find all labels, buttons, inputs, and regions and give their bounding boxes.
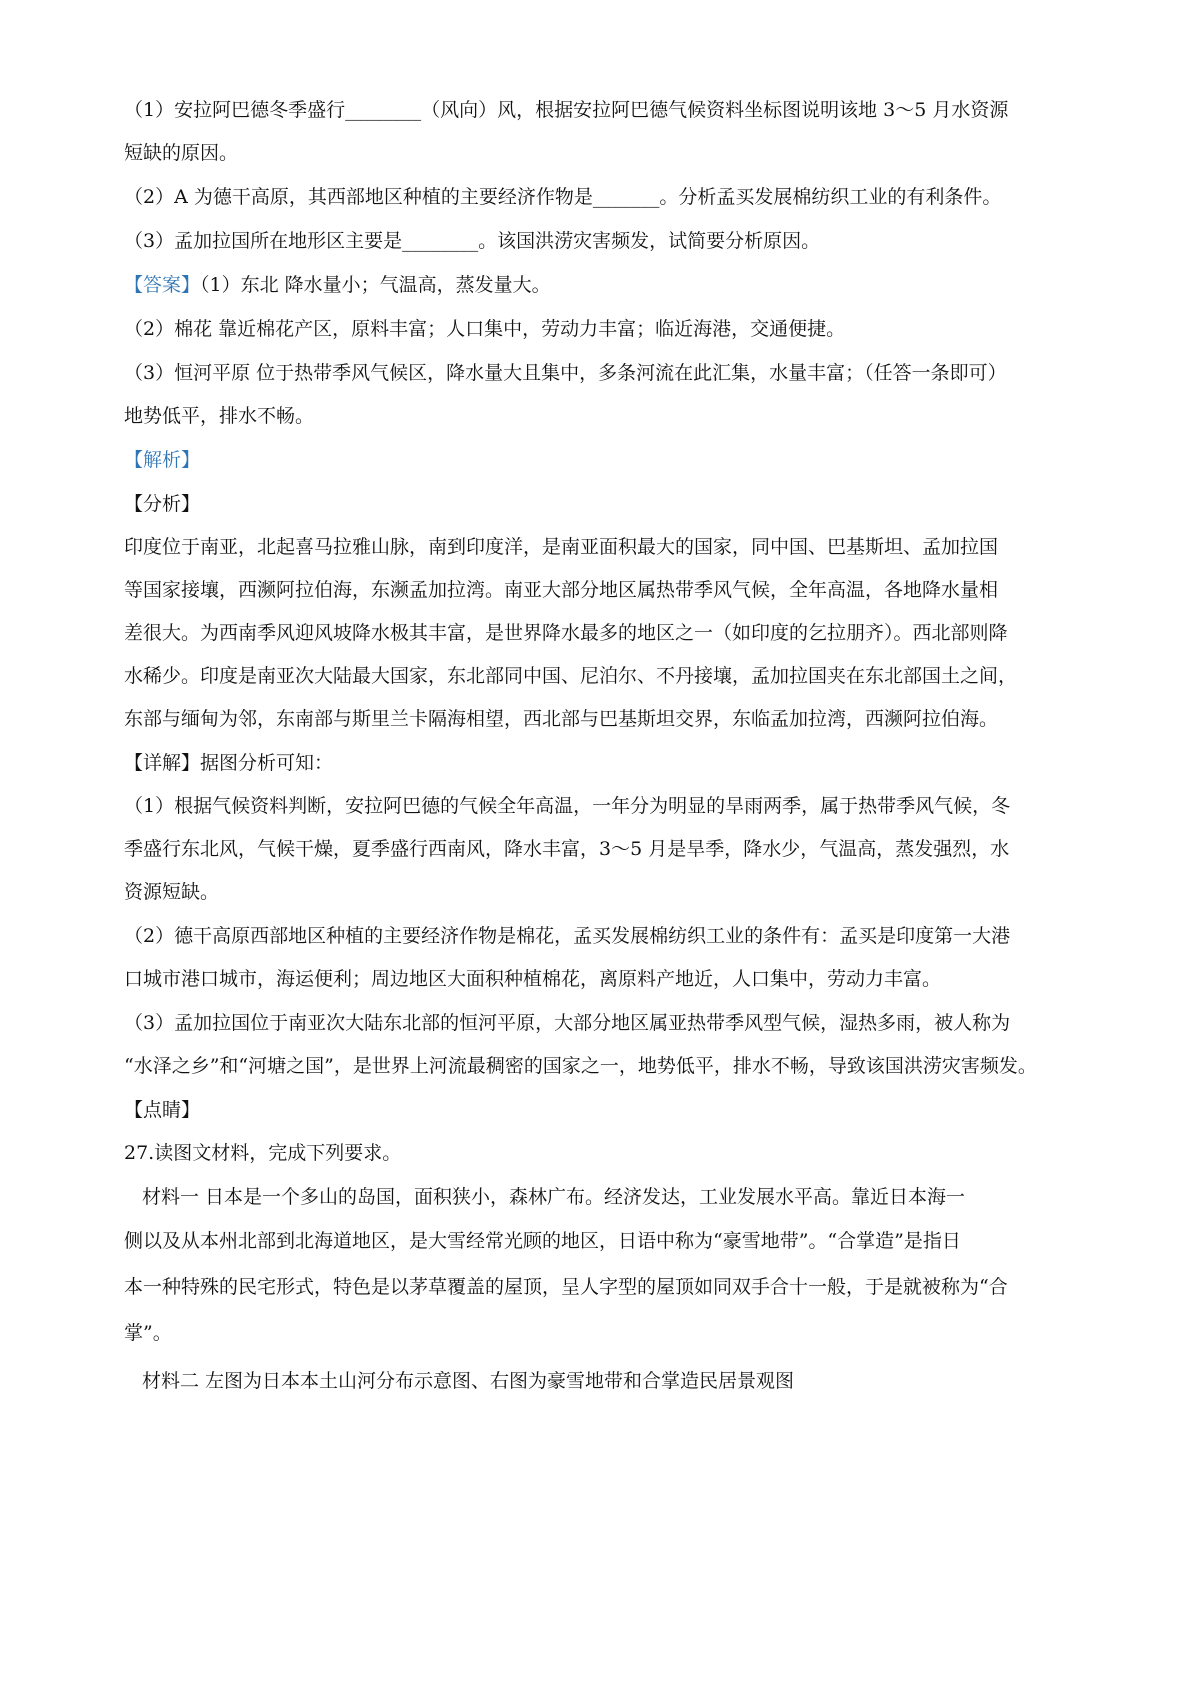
answer-tag: 【答案】 <box>124 274 201 296</box>
detail-3-line: “水泽之乡”和“河塘之国”，是世界上河流最稠密的国家之一，地势低平，排水不畅，导致该国洪涝灾害频发。 <box>124 1055 1037 1077</box>
material-2-line: 材料二 左图为日本本土山河分布示意图、右图为豪雪地带和合掌造民居景观图 <box>142 1370 795 1392</box>
xiangjie-intro: 据图分析可知： <box>200 752 334 774</box>
analysis-tag: 【解析】 <box>124 449 201 471</box>
material-1-line: 掌”。 <box>124 1322 172 1344</box>
detail-1-line: 季盛行东北风，气候干燥，夏季盛行西南风，降水丰富，3～5 月是旱季，降水少，气温高，蒸发强烈，水 <box>124 838 1010 860</box>
question-1 <box>124 94 1104 169</box>
answer-1: （1）东北 降水量小；气温高，蒸发量大。 <box>200 274 551 296</box>
dianjing-tag: 【点睛】 <box>124 1099 201 1121</box>
detail-2-line: 口城市港口城市，海运便利；周边地区大面积种植棉花，离原料产地近，人口集中，劳动力丰富。 <box>124 968 942 990</box>
detail-1 <box>124 790 1104 908</box>
material-1-line: 侧以及从本州北部到北海道地区，是大雪经常光顾的地区，日语中称为“豪雪地带”。“合掌造”是指日 <box>124 1230 961 1252</box>
material-1 <box>124 1179 1104 1215</box>
detail-1-line: （1）根据气候资料判断，安拉阿巴德的气候全年高温，一年分为明显的旱雨两季，属于热带季风气候，冬 <box>124 795 1011 817</box>
material-1-cont <box>124 1223 1104 1351</box>
answer-2: （2）棉花 靠近棉花产区，原料丰富；人口集中，劳动力丰富；临近海港，交通便捷。 <box>124 318 846 340</box>
answer-3-cont: 地势低平，排水不畅。 <box>124 405 315 427</box>
answer-line-1 <box>124 269 1104 301</box>
fenxi-paragraph <box>124 531 1104 735</box>
fenxi-tag: 【分析】 <box>124 493 201 515</box>
answer-3: （3）恒河平原 位于热带季风气候区，降水量大且集中，多条河流在此汇集，水量丰富；（任答一条即可） <box>124 362 1007 384</box>
detail-1-line: 资源短缺。 <box>124 881 220 903</box>
question-1-line-1: （1）安拉阿巴德冬季盛行________（风向）风，根据安拉阿巴德气候资料坐标图说明该地 3～5 月水资源 <box>124 99 1009 121</box>
fenxi-line: 水稀少。印度是南亚次大陆最大国家，东北部同中国、尼泊尔、不丹接壤，孟加拉国夹在东北部国土之间， <box>124 665 1018 687</box>
detail-2 <box>124 920 1104 995</box>
fenxi-line: 差很大。为西南季风迎风坡降水极其丰富，是世界降水最多的地区之一（如印度的乞拉朋齐）。西北部则降 <box>124 622 1008 644</box>
fenxi-line: 等国家接壤，西濒阿拉伯海，东濒孟加拉湾。南亚大部分地区属热带季风气候，全年高温，各地降水量相 <box>124 579 999 601</box>
detail-3 <box>124 1007 1104 1082</box>
detail-3-line: （3）孟加拉国位于南亚次大陆东北部的恒河平原，大部分地区属亚热带季风型气候，湿热多雨，被人称为 <box>124 1012 1011 1034</box>
xiangjie-line <box>124 747 1104 779</box>
question-27-title: 27.读图文材料，完成下列要求。 <box>124 1142 402 1164</box>
material-2 <box>124 1363 1104 1399</box>
question-2: （2）A 为德干高原，其西部地区种植的主要经济作物是_______。分析孟买发展棉纺织工业的有利条件。 <box>124 186 1002 208</box>
question-1-line-2: 短缺的原因。 <box>124 142 239 164</box>
fenxi-line: 印度位于南亚，北起喜马拉雅山脉，南到印度洋，是南亚面积最大的国家，同中国、巴基斯坦、孟加拉国 <box>124 536 999 558</box>
material-1-line: 材料一 日本是一个多山的岛国，面积狭小，森林广布。经济发达，工业发展水平高。靠近日本海一 <box>142 1186 966 1208</box>
fenxi-line: 东部与缅甸为邻，东南部与斯里兰卡隔海相望，西北部与巴基斯坦交界，东临孟加拉湾，西濒阿拉伯海。 <box>124 708 999 730</box>
question-3: （3）孟加拉国所在地形区主要是________。该国洪涝灾害频发，试简要分析原因。 <box>124 230 821 252</box>
material-1-line: 本一种特殊的民宅形式，特色是以茅草覆盖的屋顶，呈人字型的屋顶如同双手合十一般，于是就被称为“合 <box>124 1276 1008 1298</box>
xiangjie-tag: 【详解】 <box>124 752 201 774</box>
detail-2-line: （2）德干高原西部地区种植的主要经济作物是棉花，孟买发展棉纺织工业的条件有：孟买是印度第一大港 <box>124 925 1011 947</box>
